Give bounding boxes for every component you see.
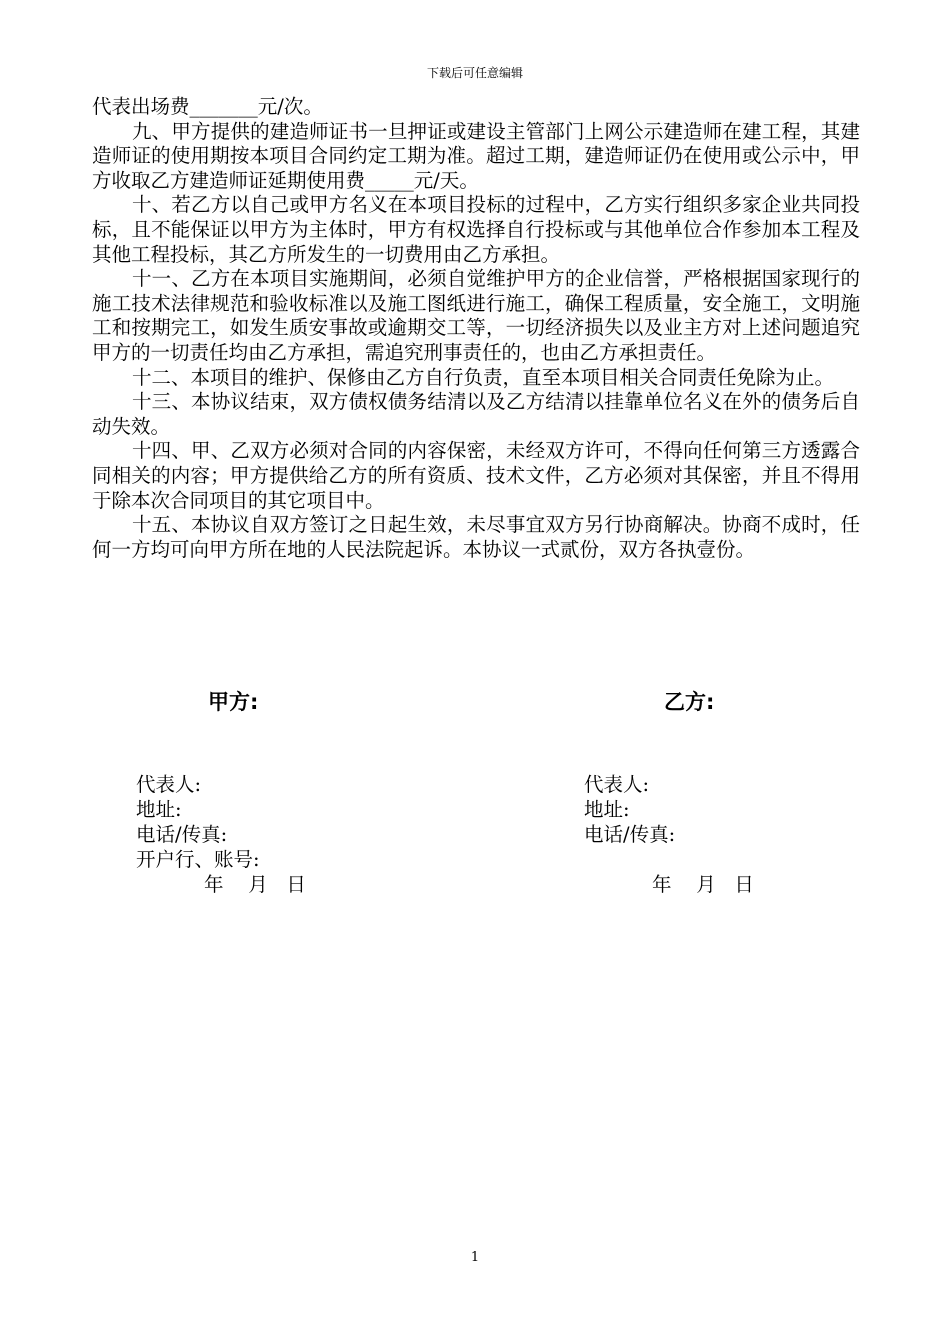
paragraph-clause-10: 十、若乙方以自己或甲方名义在本项目投标的过程中，乙方实行组织多家企业共同投标，且不能保证以甲方为主体时，甲方有权选择自行投标或与其他单位合作参加本工程及其他工程投标，其乙方所发生的一切费用由乙方承担。 [92, 193, 860, 266]
party-b-phone-fax: 电话/传真: [584, 823, 676, 846]
party-a-signature-block [136, 772, 306, 897]
party-b-title: 乙方: [664, 690, 715, 714]
paragraph-clause-14: 十四、甲、乙双方必须对合同的内容保密，未经双方许可，不得向任何第三方透露合同相关的内容；甲方提供给乙方的所有资质、技术文件，乙方必须对其保密，并且不得用于除本次合同项目的其它项目中。 [92, 439, 860, 512]
party-b-address: 地址: [584, 798, 630, 821]
party-a-bank-account: 开户行、账号: [136, 848, 260, 871]
paragraph-clause-11: 十一、乙方在本项目实施期间，必须自觉维护甲方的企业信誉，严格根据国家现行的施工技术法律规范和验收标准以及施工图纸进行施工，确保工程质量，安全施工，文明施工和按期完工，如发生质安事故或逾期交工等，一切经济损失以及业主方对上述问题追究甲方的一切责任均由乙方承担，需追究刑事责任的，也由乙方承担责任。 [92, 267, 860, 364]
paragraph-clause-12: 十二、本项目的维护、保修由乙方自行负责，直至本项目相关合同责任免除为止。 [132, 365, 835, 389]
party-a-title: 甲方: [208, 690, 259, 714]
party-a-phone-fax: 电话/传真: [136, 823, 228, 846]
page-number: 1 [470, 1250, 480, 1265]
page-header: 下载后可任意编辑 [426, 66, 523, 80]
party-b-date: 年 月 日 [652, 873, 754, 896]
party-b-signature-block [584, 772, 754, 897]
party-a-date: 年 月 日 [204, 873, 306, 896]
party-a-address: 地址: [136, 798, 182, 821]
paragraph-clause-9: 九、甲方提供的建造师证书一旦押证或建设主管部门上网公示建造师在建工程，其建造师证的使用期按本项目合同约定工期为准。超过工期，建造师证仍在使用或公示中，甲方收取乙方建造师证延期使用费_____元/天。 [92, 119, 860, 192]
paragraph-clause-15: 十五、本协议自双方签订之日起生效，未尽事宜双方另行协商解决。协商不成时，任何一方均可向甲方所在地的人民法院起诉。本协议一式贰份，双方各执壹份。 [92, 513, 860, 561]
contract-body [92, 95, 860, 562]
party-b-representative: 代表人: [584, 773, 650, 796]
paragraph-appearance-fee: 代表出场费_______元/次。 [92, 95, 323, 118]
party-a-representative: 代表人: [136, 773, 202, 796]
paragraph-clause-13: 十三、本协议结束，双方债权债务结清以及乙方结清以挂靠单位名义在外的债务后自动失效。 [92, 390, 860, 438]
